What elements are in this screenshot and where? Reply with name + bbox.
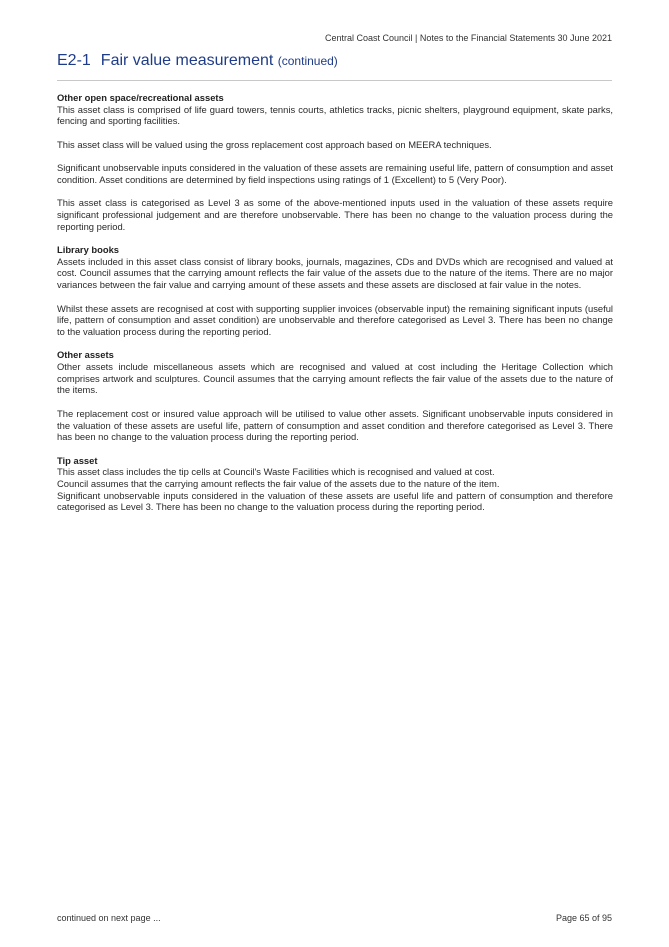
paragraph: This asset class includes the tip cells at Council's Waste Facilities which is recognised and valued at cost. [57, 466, 495, 478]
paragraph: Other assets include miscellaneous assets which are recognised and valued at cost including the Heritage Collection which comprises artwork and sculptures. Council assumes that the carrying amount reflects the fair value of the assets due to the nature of the items. [57, 361, 613, 396]
title-divider [57, 80, 612, 81]
paragraph: This asset class will be valued using the gross replacement cost approach based on MEERA techniques. [57, 138, 492, 150]
note-body [57, 92, 613, 513]
section-tip-asset [57, 455, 613, 514]
paragraph: Significant unobservable inputs considered in the valuation of these assets are useful life and pattern of consumption and therefore categorised as Level 3. There has been no change to the valuation process during the reporting period. [57, 489, 613, 513]
paragraph: Whilst these assets are recognised at cost with supporting supplier invoices (observable input) the remaining significant inputs (useful life, pattern of consumption and asset condition) are unobservable and therefore categorised as Level 3. There has been no change to the valuation process during the reporting period. [57, 302, 613, 337]
section-heading: Library books [57, 244, 119, 256]
note-title: Fair value measurement [100, 52, 274, 69]
running-header: Central Coast Council | Notes to the Financial Statements 30 June 2021 [325, 33, 612, 43]
page-title [57, 52, 612, 70]
paragraph: Significant unobservable inputs considered in the valuation of these assets are remaining useful life, pattern of consumption and asset condition. Asset conditions are determined by field inspections using ratings of 1 (Excellent) to 5 (Very Poor). [57, 162, 613, 185]
paragraph: This asset class is categorised as Level 3 as some of the above-mentioned inputs used in the valuation of these assets require significant professional judgement and are therefore unobservable. There has been no change to the valuation process during the reporting period. [57, 197, 613, 232]
continued-label: (continued) [277, 54, 338, 68]
paragraph: The replacement cost or insured value approach will be utilised to value other assets. Significant unobservable inputs considered in the valuation of these assets are useful life, pattern of consumption and asset condition and therefore categorised as Level 3. There has been no change to the valuation process during the reporting period. [57, 407, 613, 443]
page-number: Page 65 of 95 [555, 913, 612, 923]
continued-footer: continued on next page ... [57, 913, 161, 923]
section-library-books [57, 244, 613, 338]
section-open-space [57, 92, 613, 232]
section-heading: Other open space/recreational assets [57, 92, 224, 103]
paragraph: Assets included in this asset class consist of library books, journals, magazines, CDs and DVDs which are recognised and valued at cost. Council assumes that the carrying amount reflects the fair value of the assets due to the nature of the items. There are no major variances between the fair value and carrying amount of these assets and these assets are disclosed at fair value in the notes. [57, 255, 613, 291]
note-code: E2-1 [57, 52, 91, 69]
section-other-assets [57, 349, 613, 443]
paragraph: This asset class is comprised of life guard towers, tennis courts, athletics tracks, picnic shelters, playground equipment, skate parks, fencing and sporting facilities. [57, 103, 613, 127]
paragraph: Council assumes that the carrying amount reflects the fair value of the assets due to the nature of the item. [57, 478, 500, 490]
section-heading: Other assets [57, 349, 114, 361]
section-heading: Tip asset [57, 454, 98, 466]
